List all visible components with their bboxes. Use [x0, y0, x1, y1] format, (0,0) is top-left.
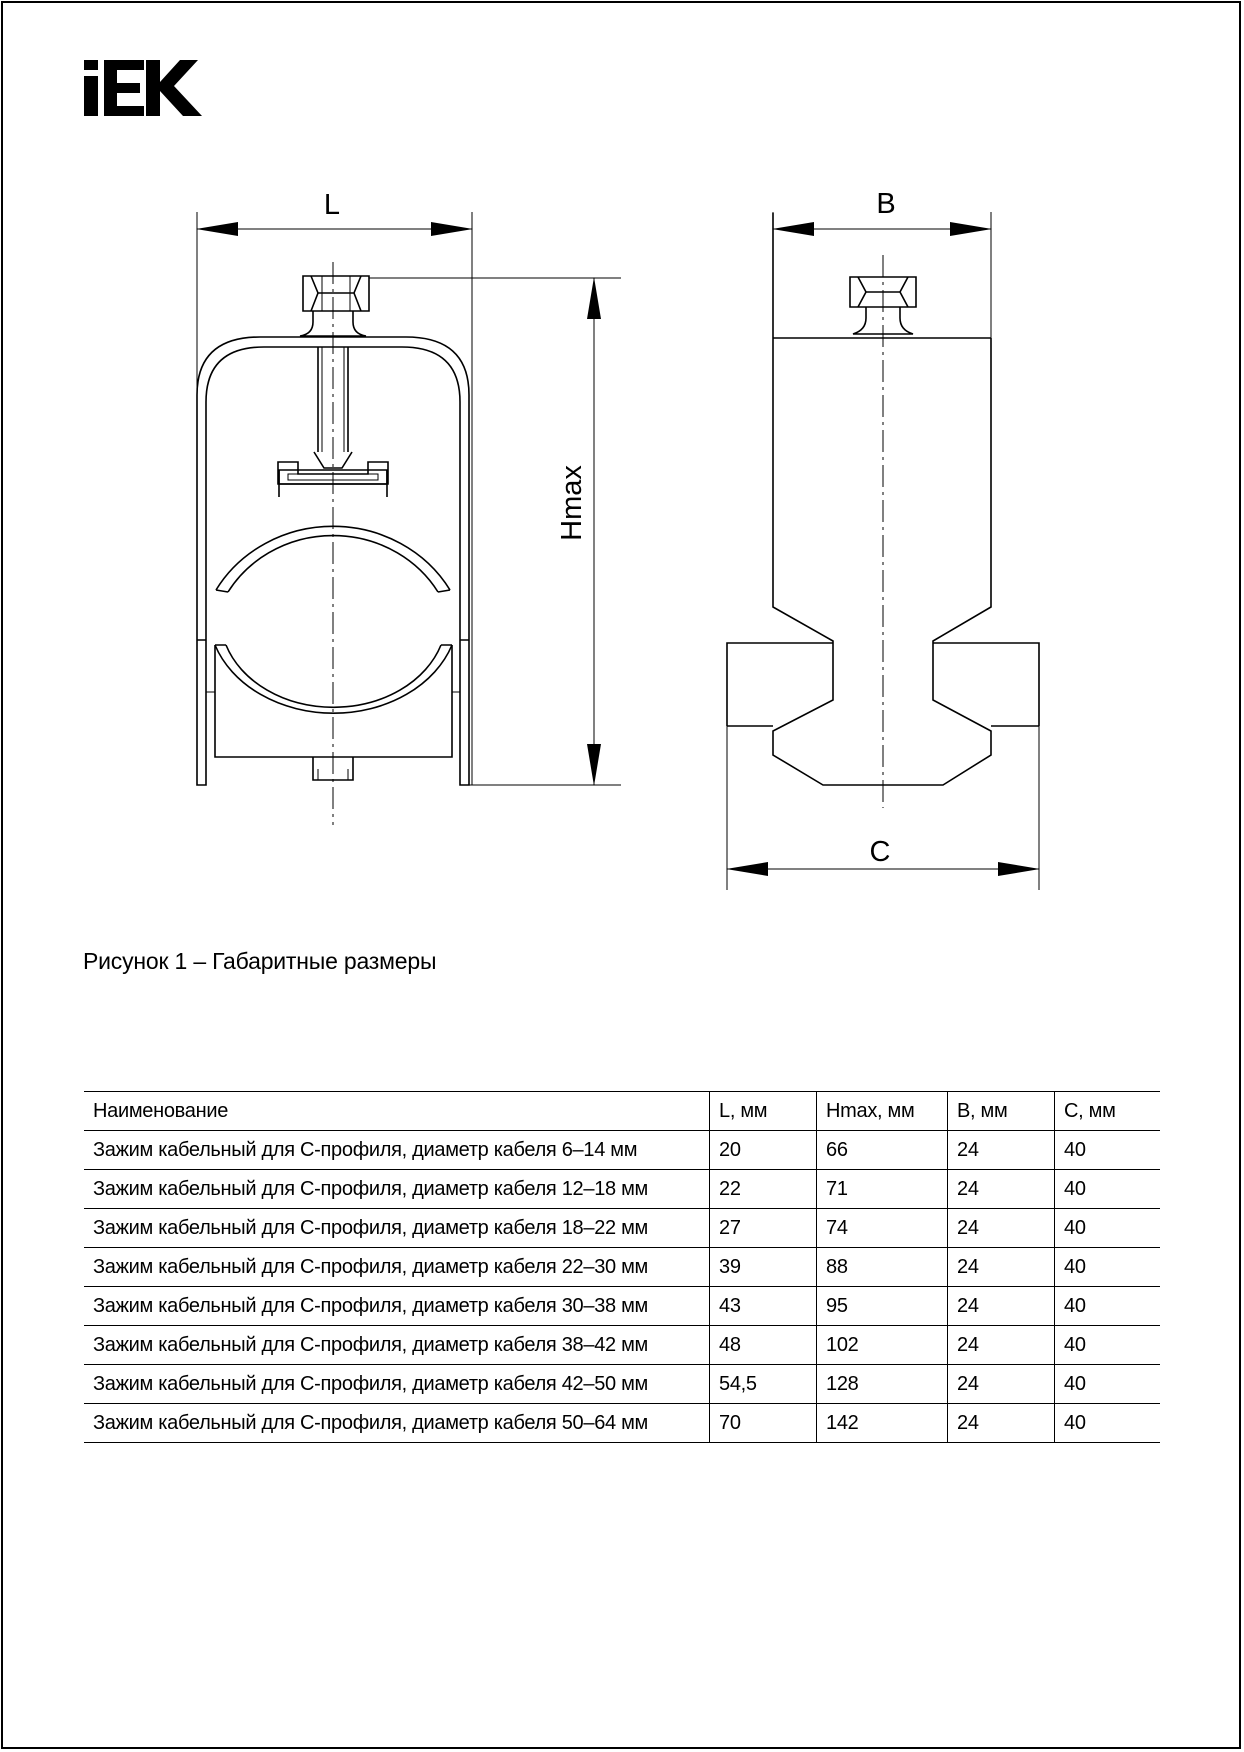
cell-l: 48 — [710, 1326, 817, 1365]
cell-b: 24 — [948, 1209, 1055, 1248]
side-view — [727, 213, 1039, 808]
cell-hmax: 128 — [817, 1365, 948, 1404]
cell-name: Зажим кабельный для С-профиля, диаметр кабеля 22–30 мм — [84, 1248, 710, 1287]
dimensions-table — [84, 1091, 1160, 1443]
table-row — [84, 1365, 1160, 1404]
cell-hmax: 102 — [817, 1326, 948, 1365]
col-header-name: Наименование — [84, 1092, 710, 1131]
col-header-c: C, мм — [1055, 1092, 1161, 1131]
cell-c: 40 — [1055, 1248, 1161, 1287]
cell-name: Зажим кабельный для С-профиля, диаметр кабеля 30–38 мм — [84, 1287, 710, 1326]
table-row — [84, 1287, 1160, 1326]
cell-b: 24 — [948, 1131, 1055, 1170]
label-hmax: Hmax — [556, 465, 588, 541]
col-header-b: B, мм — [948, 1092, 1055, 1131]
cell-name: Зажим кабельный для С-профиля, диаметр кабеля 38–42 мм — [84, 1326, 710, 1365]
cell-l: 43 — [710, 1287, 817, 1326]
cell-c: 40 — [1055, 1131, 1161, 1170]
label-c: C — [869, 836, 891, 868]
cell-name: Зажим кабельный для С-профиля, диаметр кабеля 6–14 мм — [84, 1131, 710, 1170]
cell-l: 54,5 — [710, 1365, 817, 1404]
table-row — [84, 1131, 1160, 1170]
cell-l: 20 — [710, 1131, 817, 1170]
table-row — [84, 1326, 1160, 1365]
cell-b: 24 — [948, 1170, 1055, 1209]
cell-name: Зажим кабельный для С-профиля, диаметр кабеля 18–22 мм — [84, 1209, 710, 1248]
dim-l — [197, 212, 472, 785]
cell-name: Зажим кабельный для С-профиля, диаметр кабеля 12–18 мм — [84, 1170, 710, 1209]
cell-name: Зажим кабельный для С-профиля, диаметр кабеля 50–64 мм — [84, 1404, 710, 1443]
cell-b: 24 — [948, 1404, 1055, 1443]
table-row — [84, 1209, 1160, 1248]
cell-hmax: 74 — [817, 1209, 948, 1248]
cell-b: 24 — [948, 1326, 1055, 1365]
cell-c: 40 — [1055, 1326, 1161, 1365]
label-l: L — [323, 189, 341, 221]
cell-c: 40 — [1055, 1209, 1161, 1248]
table-row — [84, 1170, 1160, 1209]
cell-c: 40 — [1055, 1170, 1161, 1209]
dim-b — [773, 212, 991, 338]
figure-caption: Рисунок 1 – Габаритные размеры — [83, 948, 437, 974]
cell-c: 40 — [1055, 1365, 1161, 1404]
table-header-row — [84, 1092, 1160, 1131]
cell-c: 40 — [1055, 1287, 1161, 1326]
table-row — [84, 1404, 1160, 1443]
col-header-hmax: Hmax, мм — [817, 1092, 948, 1131]
cell-l: 22 — [710, 1170, 817, 1209]
cell-b: 24 — [948, 1248, 1055, 1287]
cell-hmax: 88 — [817, 1248, 948, 1287]
col-header-l: L, мм — [710, 1092, 817, 1131]
cell-name: Зажим кабельный для С-профиля, диаметр кабеля 42–50 мм — [84, 1365, 710, 1404]
front-view — [197, 262, 469, 825]
cell-hmax: 71 — [817, 1170, 948, 1209]
cell-l: 27 — [710, 1209, 817, 1248]
table-row — [84, 1248, 1160, 1287]
cell-l: 70 — [710, 1404, 817, 1443]
cell-hmax: 95 — [817, 1287, 948, 1326]
cell-c: 40 — [1055, 1404, 1161, 1443]
cell-hmax: 66 — [817, 1131, 948, 1170]
cell-l: 39 — [710, 1248, 817, 1287]
cell-b: 24 — [948, 1365, 1055, 1404]
label-b: B — [876, 188, 896, 220]
cell-b: 24 — [948, 1287, 1055, 1326]
cell-hmax: 142 — [817, 1404, 948, 1443]
